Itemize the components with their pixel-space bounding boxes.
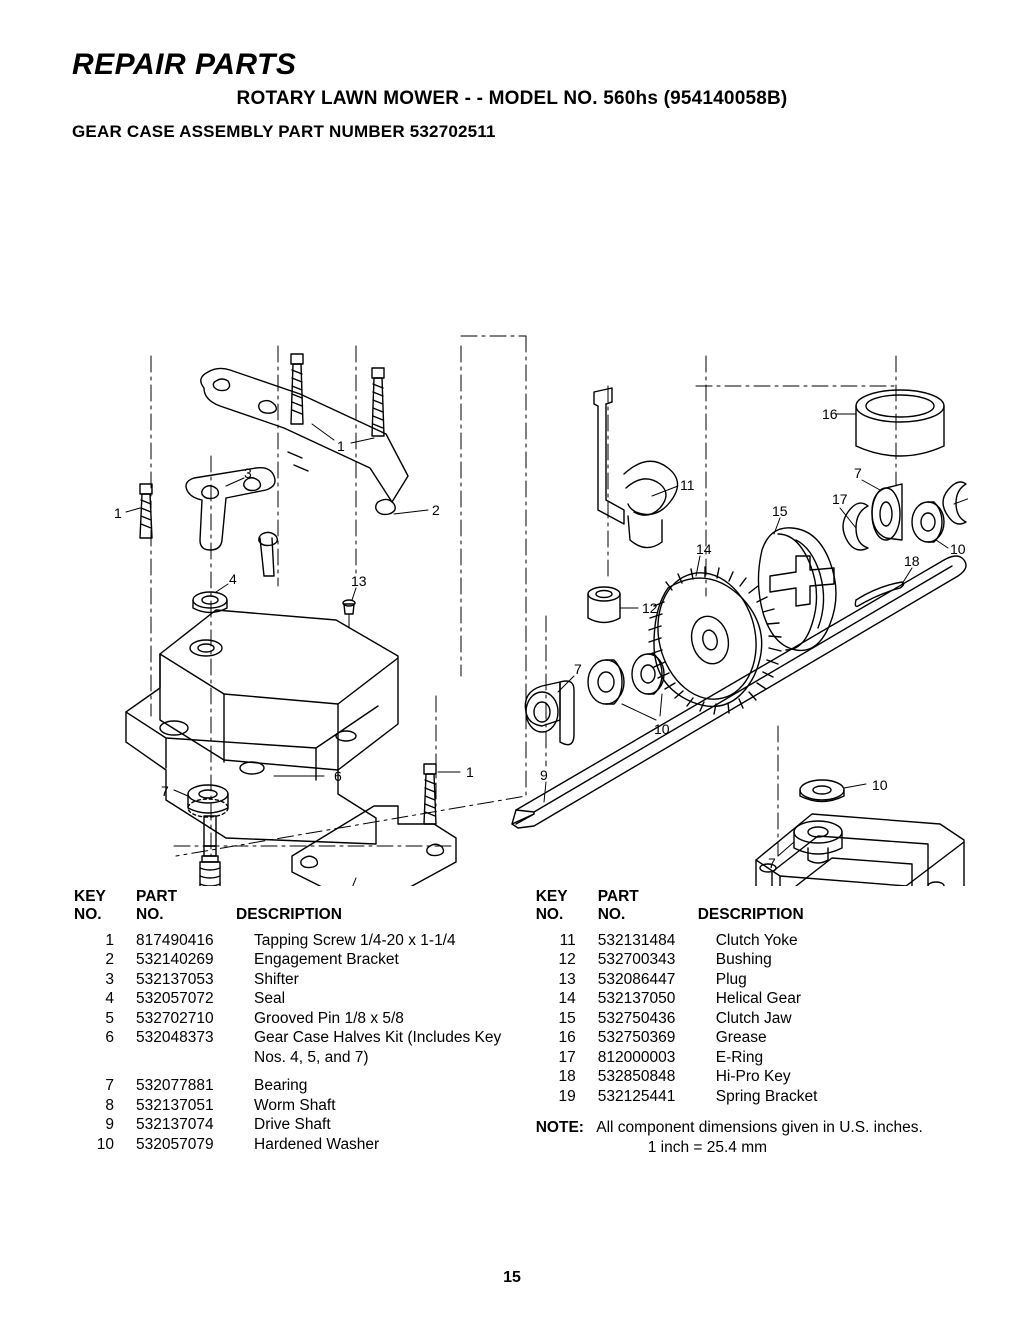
svg-text:13: 13: [351, 573, 367, 589]
table-row: [536, 1067, 968, 1087]
table-row: [536, 1048, 968, 1068]
header-key-line1: KEY: [74, 888, 106, 905]
part-description: Grease: [715, 1029, 767, 1047]
svg-text:7: 7: [768, 855, 776, 871]
parts-rows-left: [74, 931, 536, 1155]
part-description: Clutch Yoke: [715, 931, 798, 949]
svg-text:2: 2: [432, 502, 440, 518]
part-number: 532137053: [136, 970, 214, 988]
part-number: 532137051: [136, 1096, 214, 1114]
table-row: [74, 1028, 536, 1048]
key-number: 15: [558, 1009, 576, 1027]
svg-text:17: 17: [832, 491, 848, 507]
parts-rows-right: [536, 931, 968, 1107]
note-line1: All component dimensions given in U.S. inches.: [596, 1119, 923, 1137]
svg-text:11: 11: [680, 477, 695, 493]
part-number: 532048373: [136, 1029, 214, 1047]
part-number: 532140269: [136, 951, 214, 969]
part-number: 532077881: [136, 1077, 214, 1095]
svg-text:6: 6: [334, 768, 342, 784]
table-row: [74, 970, 536, 990]
part-number: 532850848: [597, 1068, 676, 1086]
part-description: Grooved Pin 1/8 x 5/8: [254, 1009, 404, 1027]
part-description: Gear Case Halves Kit (Includes Key: [254, 1029, 502, 1047]
header-part-line2: NO.: [136, 906, 164, 924]
svg-text:15: 15: [772, 503, 788, 519]
key-number: 5: [105, 1009, 114, 1027]
part-number: 812000003: [597, 1048, 676, 1066]
key-number: 18: [558, 1068, 576, 1086]
note-label: NOTE:: [535, 1119, 584, 1137]
svg-text:7: 7: [574, 661, 582, 677]
part-number: 532137074: [136, 1116, 214, 1134]
key-number: 12: [558, 951, 576, 969]
table-row: [536, 950, 968, 970]
part-description: Bearing: [254, 1077, 308, 1095]
part-description: Bushing: [715, 951, 772, 969]
part-description: Shifter: [254, 970, 299, 988]
part-description: E-Ring: [715, 1048, 764, 1066]
part-description: Plug: [715, 970, 747, 988]
column-headers-right: [536, 888, 968, 925]
table-row: [536, 1009, 968, 1029]
svg-text:16: 16: [822, 406, 838, 422]
svg-text:1: 1: [337, 438, 345, 454]
page-number: 15: [503, 1269, 521, 1286]
svg-text:7: 7: [854, 465, 862, 481]
assembly-title: GEAR CASE ASSEMBLY PART NUMBER 532702511: [72, 122, 496, 141]
svg-text:3: 3: [244, 465, 252, 481]
svg-text:1: 1: [114, 505, 122, 521]
exploded-diagram: [56, 156, 968, 886]
part-description: Nos. 4, 5, and 7): [254, 1048, 369, 1066]
table-row: [74, 931, 536, 951]
svg-text:10: 10: [950, 541, 966, 557]
header-key-line2: NO.: [535, 906, 564, 924]
part-number: 532125441: [597, 1087, 676, 1105]
table-row: [536, 970, 968, 990]
part-description: Hardened Washer: [254, 1135, 380, 1153]
part-number: 532700343: [597, 951, 676, 969]
page-title: REPAIR PARTS: [72, 48, 297, 81]
key-number: 17: [558, 1048, 576, 1066]
header-part-line2: NO.: [597, 906, 626, 924]
table-row: [74, 989, 536, 1009]
header-key-line2: NO.: [74, 906, 102, 924]
key-number: 6: [105, 1029, 114, 1047]
key-number: 9: [105, 1116, 114, 1134]
svg-text:18: 18: [904, 553, 920, 569]
part-number: 532750369: [597, 1029, 676, 1047]
key-number: 1: [105, 931, 114, 949]
header-part-line1: PART: [136, 888, 178, 905]
header-key-line1: KEY: [535, 888, 568, 905]
key-number: 3: [105, 970, 114, 988]
column-headers-left: [74, 888, 536, 925]
svg-text:12: 12: [642, 600, 658, 616]
header-description: DESCRIPTION: [236, 906, 342, 924]
part-description: Worm Shaft: [254, 1096, 336, 1114]
header-part-line1: PART: [597, 888, 639, 905]
part-number: 532137050: [597, 990, 676, 1008]
part-description: Clutch Jaw: [715, 1009, 792, 1027]
key-number: 2: [105, 951, 114, 969]
parts-list: [56, 888, 968, 1158]
part-number: 817490416: [136, 931, 214, 949]
part-description: Hi-Pro Key: [715, 1068, 791, 1086]
table-row: [74, 950, 536, 970]
header-description: DESCRIPTION: [697, 906, 804, 924]
table-row: [536, 989, 968, 1009]
table-row: [74, 1115, 536, 1135]
key-number: 13: [558, 970, 576, 988]
row-spacer: [74, 1067, 536, 1076]
svg-text:9: 9: [540, 767, 548, 783]
part-number: 532131484: [597, 931, 676, 949]
svg-text:7: 7: [161, 783, 169, 799]
table-row: [74, 1135, 536, 1155]
part-description: Drive Shaft: [254, 1116, 331, 1134]
note-block: [536, 1118, 968, 1158]
svg-text:1: 1: [466, 764, 474, 780]
key-number: 10: [96, 1135, 114, 1153]
model-subtitle: ROTARY LAWN MOWER - - MODEL NO. 560hs (954140058B): [236, 88, 788, 109]
table-row: [74, 1009, 536, 1029]
parts-column-right: [536, 888, 968, 1158]
key-number: 7: [105, 1077, 114, 1095]
svg-text:4: 4: [229, 571, 237, 587]
table-row: [536, 1087, 968, 1107]
table-row: [74, 1096, 536, 1116]
part-description: Helical Gear: [715, 990, 802, 1008]
table-row-continuation: [74, 1048, 536, 1068]
part-description: Tapping Screw 1/4-20 x 1-1/4: [254, 931, 456, 949]
part-description: Engagement Bracket: [254, 951, 399, 969]
svg-text:10: 10: [654, 721, 670, 737]
part-number: 532750436: [597, 1009, 676, 1027]
table-row: [536, 1028, 968, 1048]
part-description: Seal: [254, 990, 286, 1008]
note-line2: 1 inch = 25.4 mm: [647, 1139, 768, 1157]
part-number: 532086447: [597, 970, 676, 988]
table-row: [74, 1076, 536, 1096]
table-row: [536, 931, 968, 951]
key-number: 4: [105, 990, 114, 1008]
key-number: 8: [105, 1096, 114, 1114]
key-number: 11: [559, 931, 576, 949]
svg-text:10: 10: [872, 777, 888, 793]
key-number: 19: [558, 1087, 576, 1105]
part-number: 532702710: [136, 1009, 214, 1027]
svg-text:14: 14: [696, 541, 712, 557]
part-number: 532057072: [136, 990, 214, 1008]
key-number: 16: [558, 1029, 576, 1047]
parts-column-left: [56, 888, 536, 1158]
key-number: 14: [558, 990, 576, 1008]
part-number: 532057079: [136, 1135, 214, 1153]
part-description: Spring Bracket: [715, 1087, 818, 1105]
